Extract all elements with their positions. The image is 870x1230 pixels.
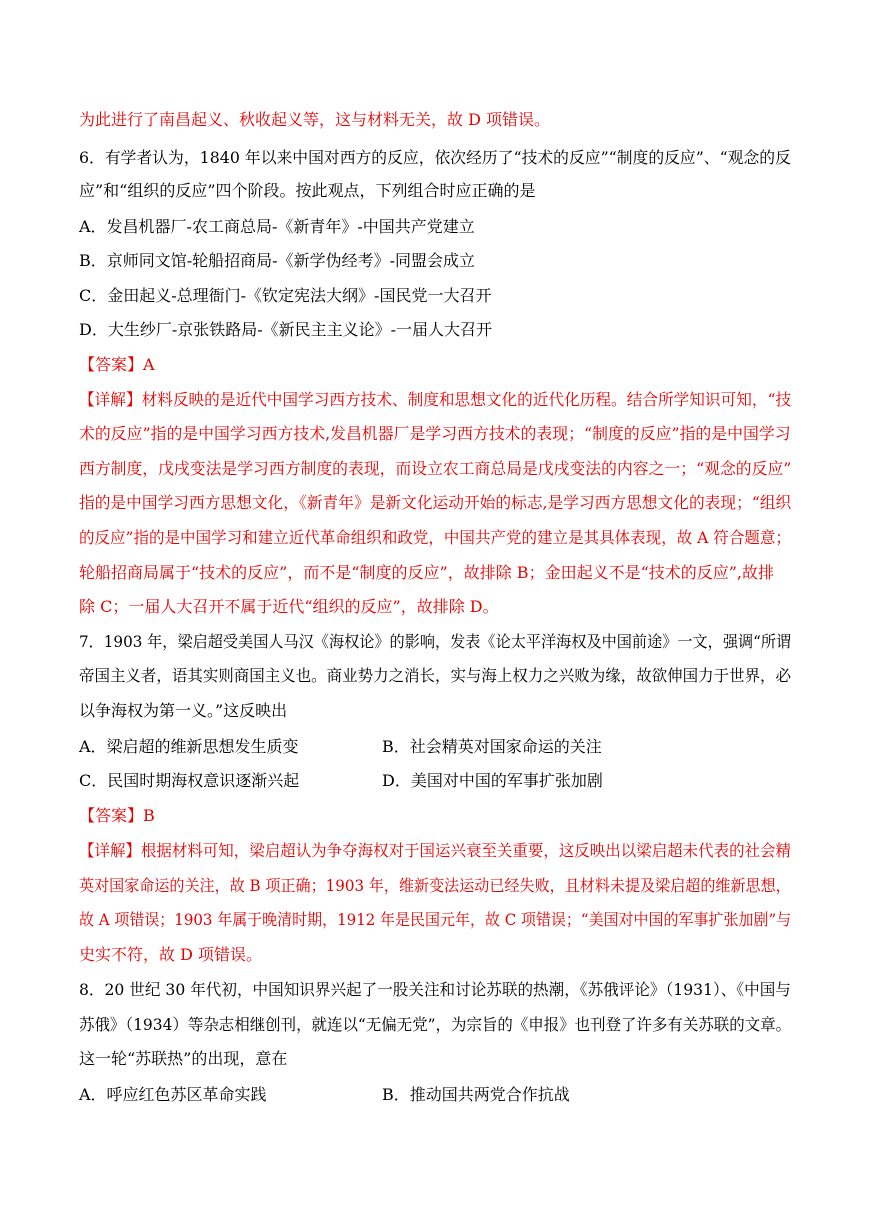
question-6-option-b: B．京师同文馆-轮船招商局-《新学伪经考》-同盟会成立: [79, 251, 475, 270]
question-6-explanation: 术的反应”指的是中国学习西方技术,发昌机器厂是学习西方技术的表现；“制度的反应”指的是中国学习: [79, 424, 791, 443]
question-6-explanation: 除 C；一届人大召开不属于近代“组织的反应”，故排除 D。: [79, 597, 499, 616]
question-6-stem: 应”和“组织的反应”四个阶段。按此观点，下列组合时应正确的是: [79, 181, 536, 200]
question-6-option-a: A．发昌机器厂-农工商总局-《新青年》-中国共产党建立: [79, 217, 475, 236]
question-6-option-c: C．金田起义-总理衙门-《钦定宪法大纲》-国民党一大召开: [79, 286, 492, 305]
question-6-answer: 【答案】A: [79, 355, 155, 374]
question-6-explanation: 轮船招商局属于“技术的反应”，而不是“制度的反应”，故排除 B；金田起义不是“技术的反应”,故排: [79, 563, 775, 582]
question-8-stem: 苏俄》（1934）等杂志相继创刊，就连以“无偏无党”，为宗旨的《申报》也刊登了许多有关苏联的文章。: [79, 1015, 792, 1034]
question-7-option-d: D．美国对中国的军事扩张加剧: [382, 771, 603, 790]
question-7-stem: 以争海权为第一义。”这反映出: [79, 701, 288, 720]
question-7-explanation: 【详解】根据材料可知，梁启超认为争夺海权对于国运兴衰至关重要，这反映出以梁启超未代表的社会精: [79, 841, 792, 860]
question-7-option-b: B．社会精英对国家命运的关注: [382, 737, 602, 756]
question-8-stem: 这一轮“苏联热”的出现，意在: [79, 1049, 288, 1068]
question-6-explanation: 西方制度，戊戌变法是学习西方制度的表现，而设立农工商总局是戊戌变法的内容之一；“观念的反应”: [79, 459, 792, 478]
question-7-option-c: C．民国时期海权意识逐渐兴起: [79, 771, 300, 790]
question-6-option-d: D．大生纱厂-京张铁路局-《新民主主义论》-一届人大召开: [79, 320, 493, 339]
text-line: 为此进行了南昌起义、秋收起义等，这与材料无关，故 D 项错误。: [79, 110, 551, 129]
question-6-explanation: 指的是中国学习西方思想文化，《新青年》是新文化运动开始的标志,是学习西方思想文化的表现；“组织: [79, 493, 792, 512]
question-7-answer: 【答案】B: [79, 806, 155, 825]
question-8-stem: 8．20 世纪 30 年代初，中国知识界兴起了一股关注和讨论苏联的热潮，《苏俄评论》（1931）、《中国与: [79, 980, 791, 999]
question-6-explanation: 的反应”指的是中国学习和建立近代革命组织和政党，中国共产党的建立是其具体表现，故 A 符合题意；: [79, 528, 791, 547]
question-7-stem: 帝国主义者，语其实则商国主义也。商业势力之消长，实与海上权力之兴败为缘，故欲伸国力于世界，必: [79, 666, 792, 685]
question-7-explanation: 故 A 项错误；1903 年属于晚清时期，1912 年是民国元年，故 C 项错误；“美国对中国的军事扩张加剧”与: [79, 910, 792, 929]
question-7-explanation: 英对国家命运的关注，故 B 项正确；1903 年，维新变法运动已经失败，且材料未提及梁启超的维新思想，: [79, 876, 791, 895]
question-7-explanation: 史实不符，故 D 项错误。: [79, 945, 263, 964]
question-6-explanation: 【详解】材料反映的是近代中国学习西方技术、制度和思想文化的近代化历程。结合所学知识可知，“技: [79, 390, 792, 409]
question-6-stem: 6．有学者认为，1840 年以来中国对西方的反应，依次经历了“技术的反应”“制度的反应”、“观念的反: [79, 148, 791, 167]
question-7-option-a: A．梁启超的维新思想发生质变: [79, 737, 299, 756]
question-8-option-a: A．呼应红色苏区革命实践: [79, 1085, 267, 1104]
question-8-option-b: B．推动国共两党合作抗战: [382, 1085, 570, 1104]
question-7-stem: 7．1903 年，梁启超受美国人马汉《海权论》的影响，发表《论太平洋海权及中国前途》一文，强调“所谓: [79, 632, 792, 651]
